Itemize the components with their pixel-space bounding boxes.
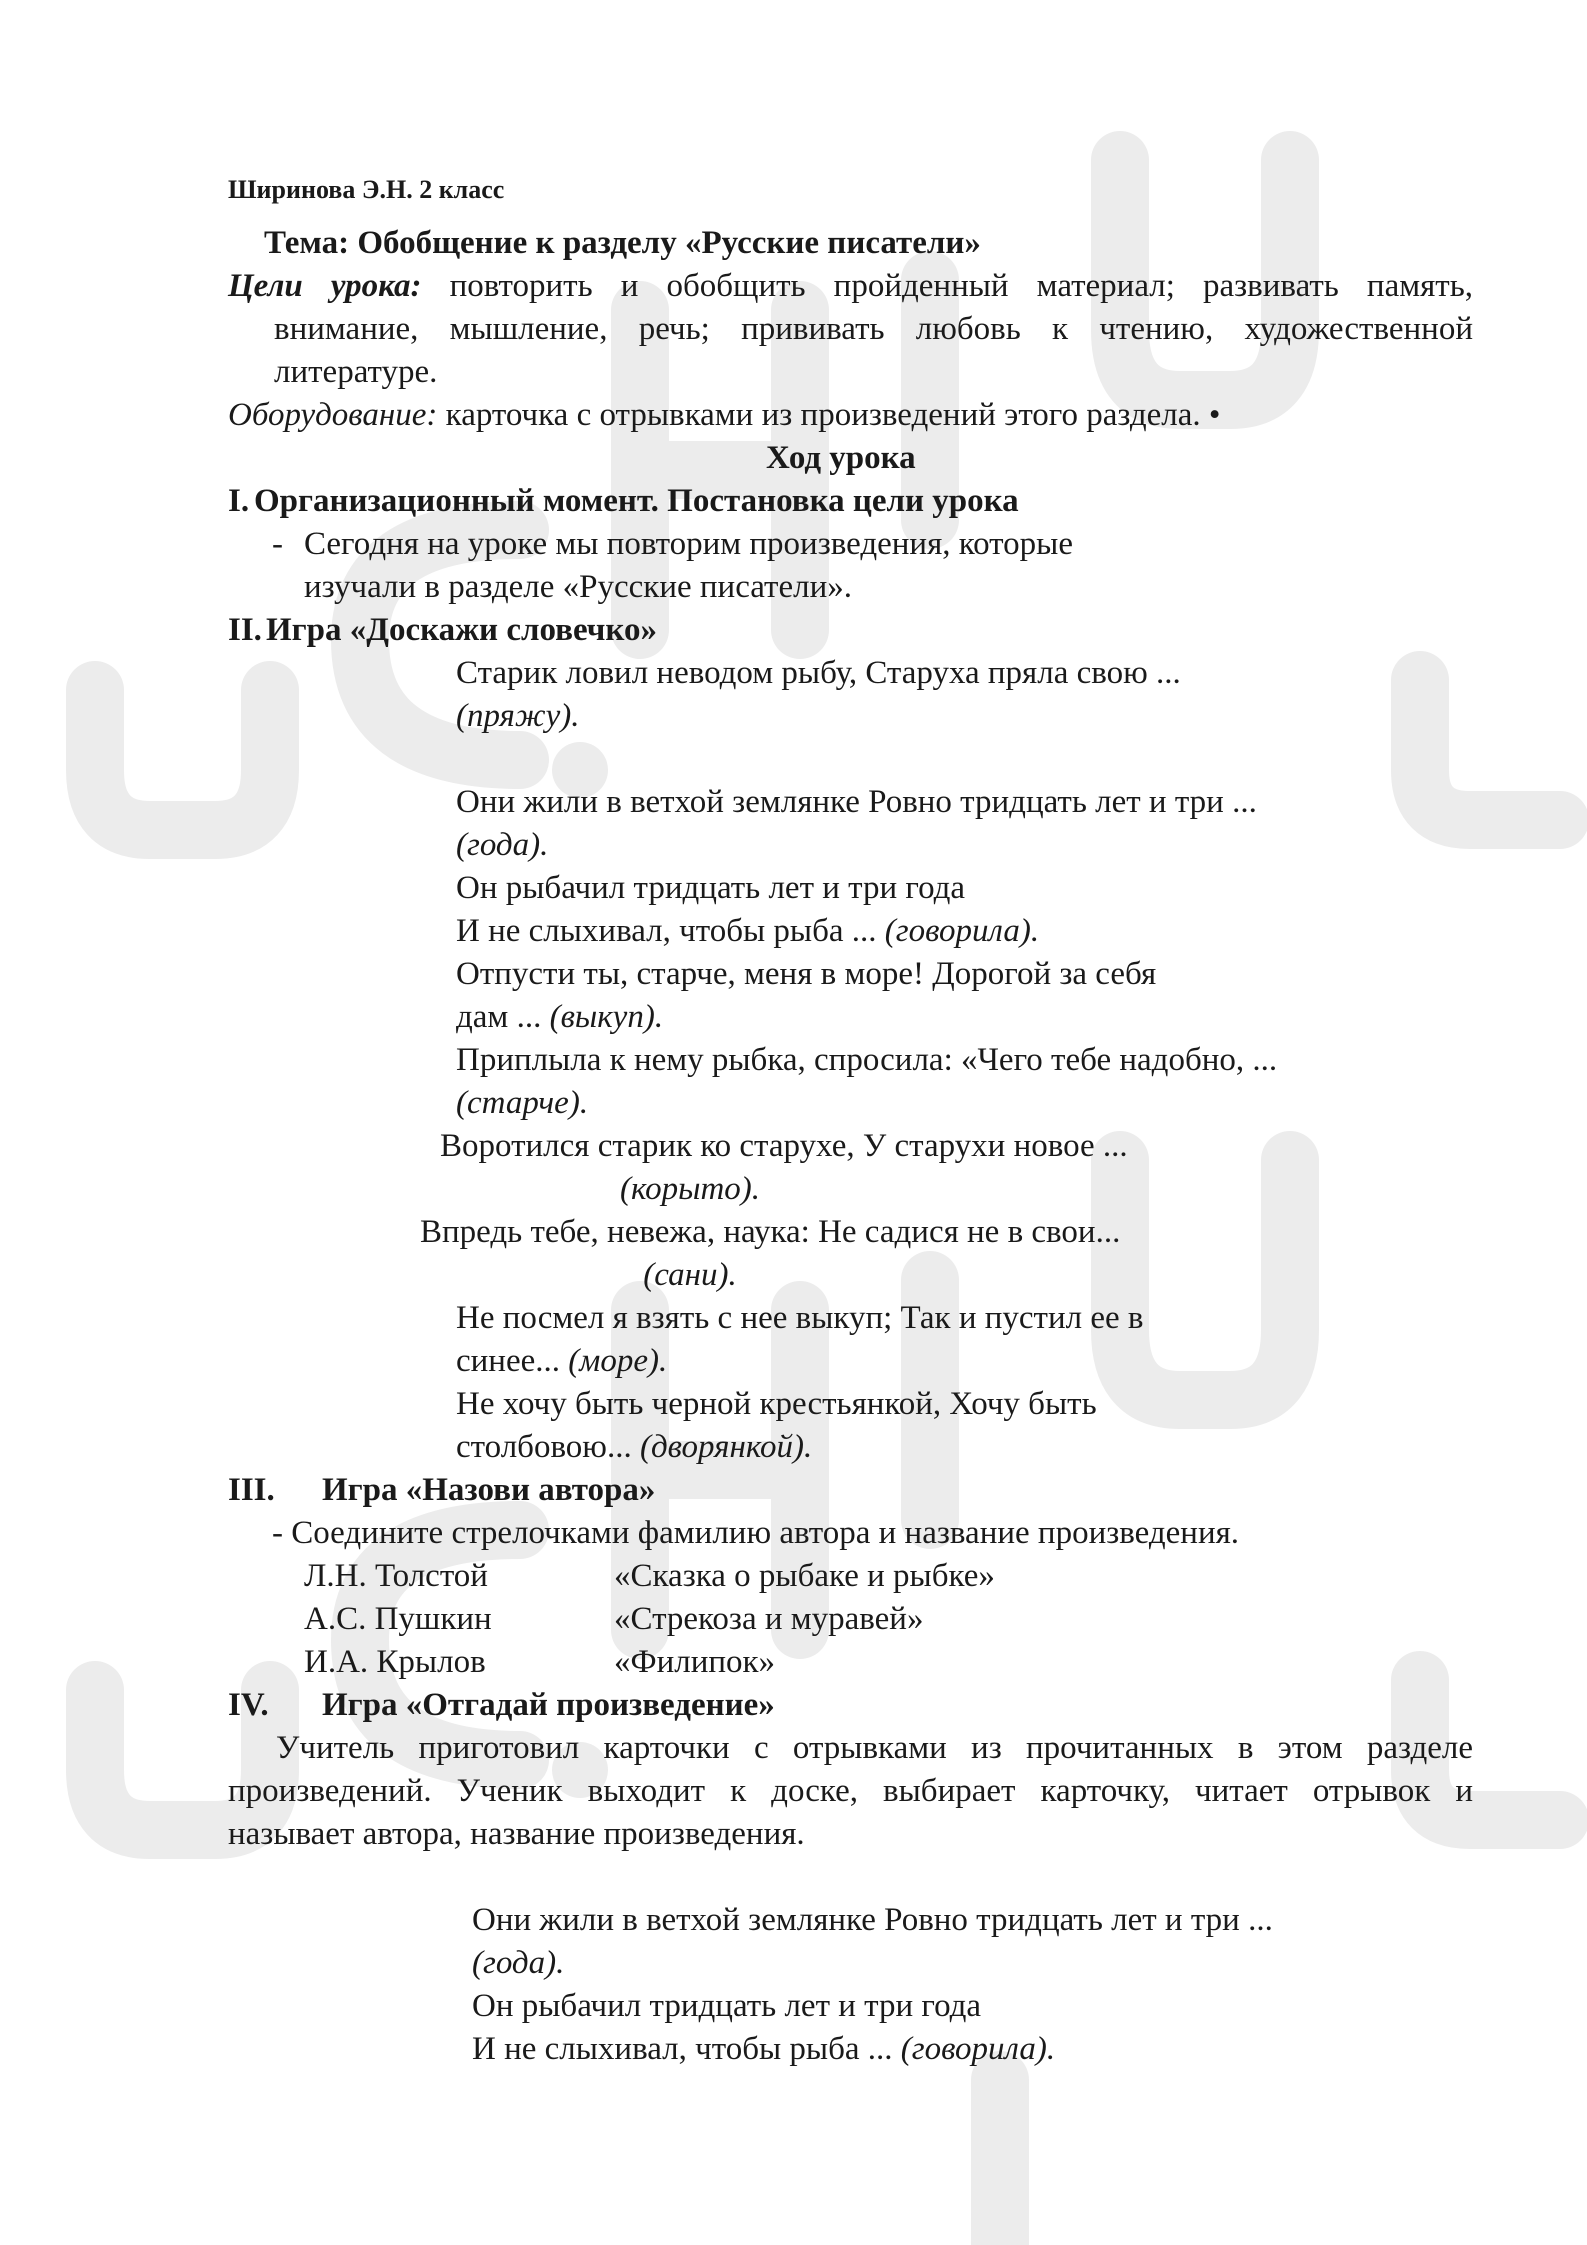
author-name: А.С. Пушкин <box>304 1601 492 1637</box>
equipment-text: карточка с отрывками из произведений этого раздела. • <box>445 397 1221 433</box>
verse-line: И не слыхивал, чтобы рыба ... (говорила). <box>456 913 1040 949</box>
work-title: «Филипок» <box>614 1644 776 1680</box>
author-name: Л.Н. Толстой <box>304 1558 488 1594</box>
verse-line: Они жили в ветхой землянке Ровно тридцать лет и три ... <box>456 784 1257 820</box>
verse-line: столбовою... (дворянкой). <box>456 1429 813 1465</box>
work-title: «Сказка о рыбаке и рыбке» <box>614 1558 995 1594</box>
goals-text-1: повторить и обобщить пройденный материал; развивать память, <box>449 268 1474 304</box>
lesson-topic: Тема: Обобщение к разделу «Русские писатели» <box>264 225 981 261</box>
section-1-title: Организационный момент. Постановка цели урока <box>254 483 1019 519</box>
verse-line: Отпусти ты, старче, меня в море! Дорогой за себя <box>456 956 1157 992</box>
lesson-heading: Ход урока <box>766 440 916 476</box>
verse-line: (года). <box>456 827 549 863</box>
section-2-number: II. <box>228 612 262 648</box>
verse-line-centered: (корыто). <box>619 1171 761 1207</box>
verse-line: Не хочу быть черной крестьянкой, Хочу быть <box>456 1386 1097 1422</box>
section-1-number: I. <box>228 483 250 519</box>
verse-line: (старче). <box>456 1085 589 1121</box>
section-4-number: IV. <box>228 1687 269 1723</box>
equipment-line <box>228 395 1220 435</box>
verse-line-centered: (сани). <box>643 1257 737 1293</box>
goals-label: Цели урока: <box>228 268 422 304</box>
equipment-label: Оборудование: <box>228 397 438 433</box>
section-4-title: Игра «Отгадай произведение» <box>322 1687 775 1723</box>
verse-line: Старик ловил неводом рыбу, Старуха пряла свою ... <box>456 655 1181 691</box>
verse-line: Не посмел я взять с нее выкуп; Так и пустил ее в <box>456 1300 1144 1336</box>
section-4-paragraph-line-2: произведений. Ученик выходит к доске, выбирает карточку, читает отрывок и <box>228 1773 1473 1809</box>
verse-line: Приплыла к нему рыбка, спросила: «Чего тебе надобно, ... <box>456 1042 1278 1078</box>
lesson-goals-line-2: внимание, мышление, речь; прививать любовь к чтению, художественной <box>274 311 1473 347</box>
section-1-text-1: Сегодня на уроке мы повторим произведения, которые <box>304 526 1073 562</box>
section-4-paragraph-line-3: называет автора, название произведения. <box>228 1816 805 1852</box>
verse-line-centered: Впредь тебе, невежа, наука: Не садися не в свои... <box>420 1214 1121 1250</box>
card-verse-line: И не слыхивал, чтобы рыба ... (говорила). <box>472 2031 1056 2067</box>
work-title: «Стрекоза и муравей» <box>614 1601 924 1637</box>
card-verse-line: Он рыбачил тридцать лет и три года <box>472 1988 982 2024</box>
lesson-goals-line-3: литературе. <box>274 354 438 390</box>
section-1-text-2: изучали в разделе «Русские писатели». <box>304 569 852 605</box>
verse-line: Он рыбачил тридцать лет и три года <box>456 870 966 906</box>
lesson-goals-line-1 <box>228 266 1473 306</box>
card-verse-line: Они жили в ветхой землянке Ровно тридцать лет и три ... <box>472 1902 1273 1938</box>
section-3-title: Игра «Назови автора» <box>322 1472 656 1508</box>
verse-line-centered: Воротился старик ко старухе, У старухи новое ... <box>440 1128 1128 1164</box>
verse-line: (пряжу). <box>456 698 580 734</box>
section-2-title: Игра «Доскажи словечко» <box>266 612 657 648</box>
verse-line: дам ... (выкуп). <box>456 999 664 1035</box>
section-1-dash: - <box>272 526 283 562</box>
section-3-number: III. <box>228 1472 275 1508</box>
section-4-paragraph-line-1: Учитель приготовил карточки с отрывками из прочитанных в этом разделе <box>276 1730 1473 1766</box>
section-3-instruction: - Соедините стрелочками фамилию автора и название произведения. <box>272 1515 1240 1551</box>
author-name: И.А. Крылов <box>304 1644 486 1680</box>
card-verse-line: (года). <box>472 1945 565 1981</box>
author-line: Ширинова Э.Н. 2 класс <box>228 175 505 204</box>
verse-line: синее... (море). <box>456 1343 668 1379</box>
